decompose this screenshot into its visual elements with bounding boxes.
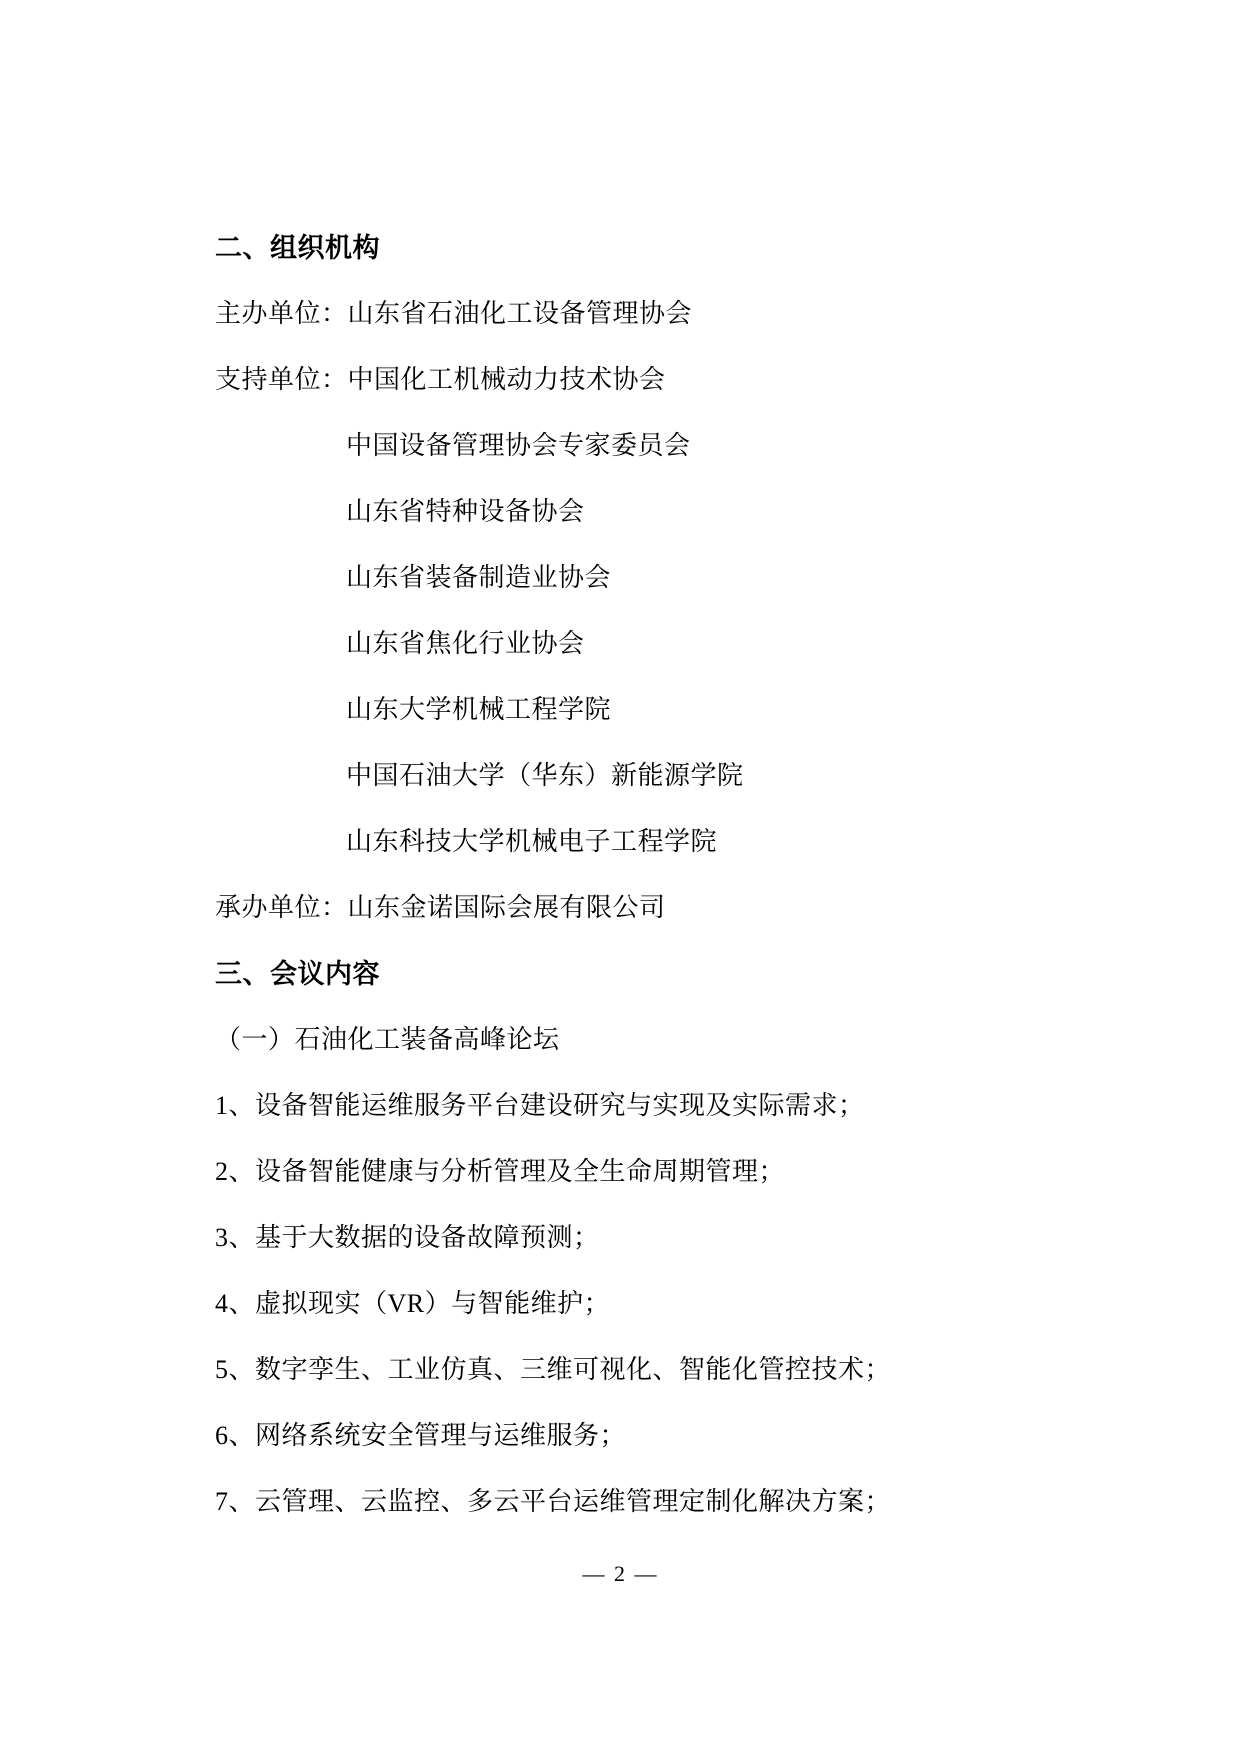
section-heading-content: 三、会议内容 xyxy=(215,959,380,989)
support-unit-additional: 山东省特种设备协会 xyxy=(346,497,585,526)
support-unit-additional: 中国设备管理协会专家委员会 xyxy=(346,431,691,460)
topic-item: 5、数字孪生、工业仿真、三维可视化、智能化管控技术； xyxy=(215,1355,892,1384)
undertaker-unit-name: 山东金诺国际会展有限公司 xyxy=(347,893,666,922)
undertaker-unit-label: 承办单位： xyxy=(215,893,348,922)
topic-item: 3、基于大数据的设备故障预测； xyxy=(215,1223,600,1252)
topic-item: 6、网络系统安全管理与运维服务； xyxy=(215,1421,627,1450)
host-unit-name: 山东省石油化工设备管理协会 xyxy=(347,299,693,328)
page-number: — 2 — xyxy=(582,1561,659,1586)
support-unit-label: 支持单位： xyxy=(215,365,348,394)
topic-item: 2、设备智能健康与分析管理及全生命周期管理； xyxy=(215,1157,786,1186)
support-unit-additional: 山东科技大学机械电子工程学院 xyxy=(346,827,718,856)
support-unit-name: 中国化工机械动力技术协会 xyxy=(347,365,666,394)
undertaker-unit-line xyxy=(215,875,1121,941)
host-unit-label: 主办单位： xyxy=(215,299,348,328)
topic-item: 7、云管理、云监控、多云平台运维管理定制化解决方案； xyxy=(215,1487,892,1516)
host-unit-line xyxy=(215,281,1121,347)
subsection-title: （一）石油化工装备高峰论坛 xyxy=(215,1025,560,1054)
support-unit-additional: 山东省装备制造业协会 xyxy=(346,563,612,592)
support-unit-additional: 山东大学机械工程学院 xyxy=(346,695,612,724)
support-unit-additional: 山东省焦化行业协会 xyxy=(346,629,585,658)
topic-item: 1、设备智能运维服务平台建设研究与实现及实际需求； xyxy=(215,1091,865,1120)
topic-item: 4、虚拟现实（VR）与智能维护； xyxy=(215,1289,611,1318)
section-heading-organization: 二、组织机构 xyxy=(215,233,380,263)
support-unit-line xyxy=(215,347,1121,413)
support-unit-additional: 中国石油大学（华东）新能源学院 xyxy=(346,761,744,790)
document-content xyxy=(215,215,1121,1535)
